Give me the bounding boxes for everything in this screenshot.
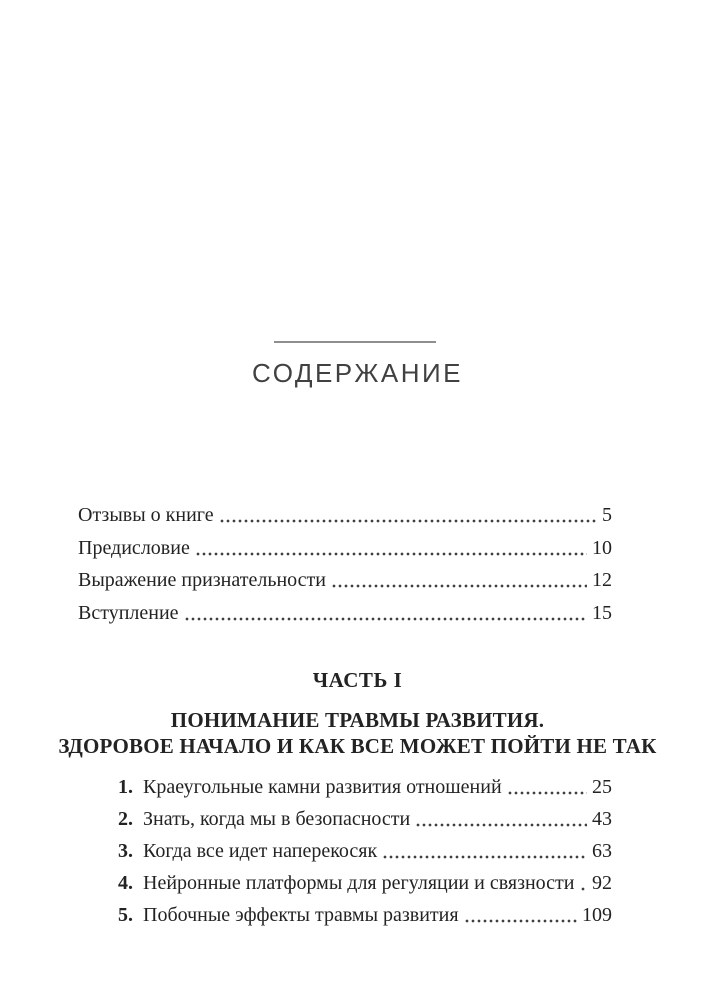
chapter-entry (78, 873, 612, 894)
page-number: 109 (582, 904, 612, 926)
page-number: 5 (602, 504, 612, 526)
chapter-entry (78, 777, 612, 798)
page-title: СОДЕРЖАНИЕ (251, 358, 463, 388)
page-number: 12 (592, 569, 612, 591)
front-matter-list (78, 505, 612, 635)
chapter-number: 2. (118, 808, 133, 830)
entry-title: Знать, когда мы в безопасности (143, 808, 411, 830)
dot-leader (465, 919, 577, 923)
dot-leader (508, 791, 587, 795)
entry-title: Отзывы о книге (78, 504, 214, 526)
page-number: 10 (592, 536, 612, 559)
chapter-entry (78, 841, 612, 862)
page-number: 25 (592, 776, 612, 798)
entry-title: Выражение признательности (78, 569, 326, 591)
chapter-entry (78, 809, 612, 830)
part-label: ЧАСТЬ I (312, 668, 403, 692)
chapter-number: 5. (118, 904, 133, 926)
dot-leader (185, 617, 587, 621)
page-number: 15 (592, 601, 612, 624)
page-number: 92 (592, 872, 612, 894)
page-number: 63 (592, 840, 612, 862)
part-title-line2: ЗДОРОВОЕ НАЧАЛО И КАК ВСЕ МОЖЕТ ПОЙТИ НЕ ТАК (58, 733, 657, 758)
chapter-entry (78, 905, 612, 926)
entry-title: Когда все идет наперекосяк (143, 840, 378, 862)
entry-title: Нейронные платформы для регуляции и связности (143, 872, 575, 894)
entry-title: Вступление (78, 601, 179, 624)
chapter-number: 3. (118, 840, 133, 862)
page-number: 43 (592, 808, 612, 830)
toc-entry (78, 538, 612, 559)
entry-title: Краеугольные камни развития отношений (143, 776, 502, 798)
entry-title: Предисловие (78, 536, 190, 559)
dot-leader (220, 519, 597, 523)
chapter-number: 4. (118, 872, 133, 894)
dot-leader (416, 823, 587, 827)
part-title (0, 708, 715, 759)
chapter-list (78, 777, 612, 937)
chapter-number: 1. (118, 776, 133, 798)
entry-title: Побочные эффекты травмы развития (143, 904, 459, 926)
dot-leader (332, 584, 587, 588)
dot-leader (196, 552, 587, 556)
dot-leader (383, 855, 587, 859)
dot-leader (581, 887, 587, 891)
part-title-line1: ПОНИМАНИЕ ТРАВМЫ РАЗВИТИЯ. (170, 708, 545, 732)
heading-rule (274, 341, 436, 343)
toc-entry (78, 570, 612, 591)
toc-entry (78, 603, 612, 624)
toc-entry (78, 505, 612, 526)
